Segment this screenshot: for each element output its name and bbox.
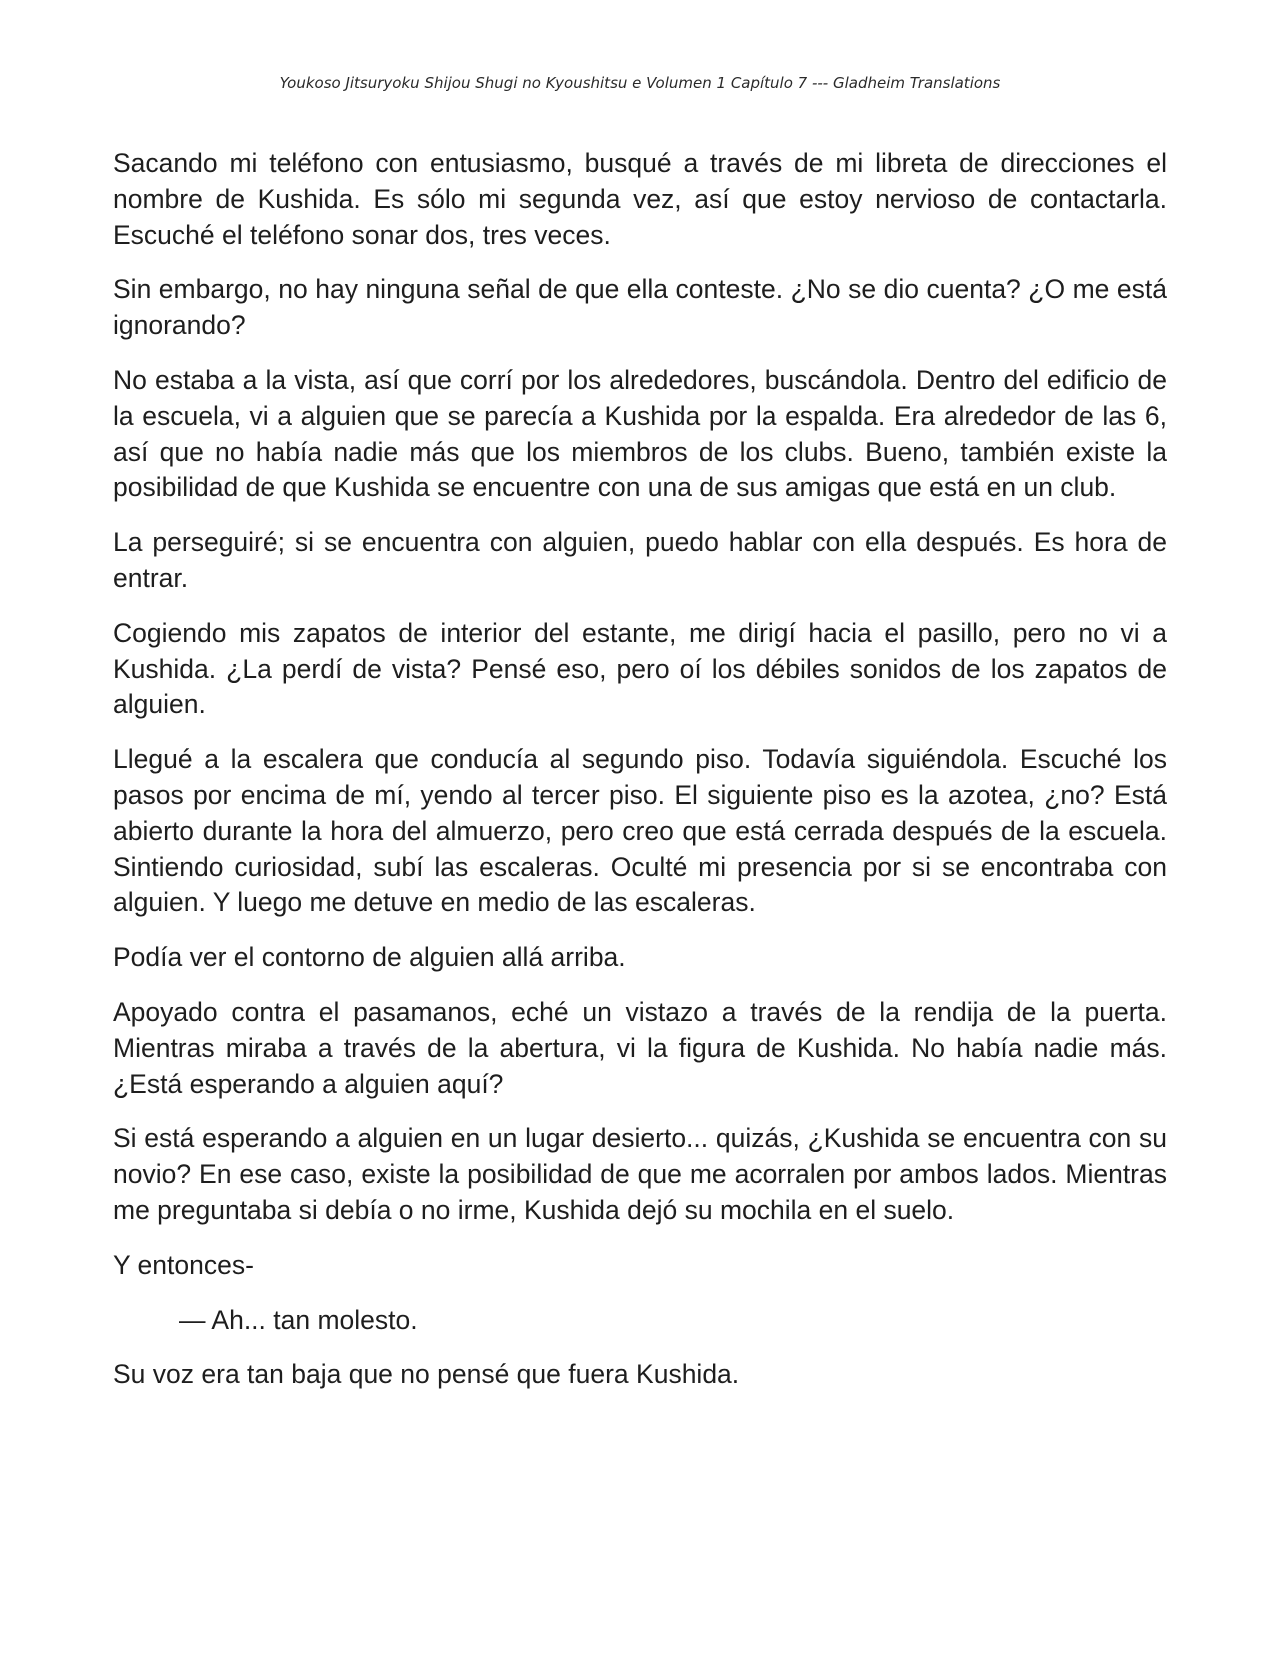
paragraph-1: Sacando mi teléfono con entusiasmo, busqué a través de mi libreta de direcciones el nombre de Kushida. Es sólo mi segunda vez, así que estoy nervioso de contactarla. Escuché el teléfono sonar dos, tres veces. xyxy=(113,148,1167,250)
paragraph-8: Apoyado contra el pasamanos, eché un vistazo a través de la rendija de la puerta. Mientras miraba a través de la abertura, vi la figura de Kushida. No había nadie más. ¿Está esperando a alguien aquí? xyxy=(113,996,1167,1099)
paragraph-9: Si está esperando a alguien en un lugar desierto... quizás, ¿Kushida se encuentra con su novio? En ese caso, existe la posibilidad de que me acorralen por ambos lados. Mientras me preguntaba si debía o no irme, Kushida dejó su mochila en el suelo. xyxy=(113,1123,1167,1225)
paragraph-5: Cogiendo mis zapatos de interior del estante, me dirigí hacia el pasillo, pero no vi a Kushida. ¿La perdí de vista? Pensé eso, pero oí los débiles sonidos de los zapatos de alguien. xyxy=(113,617,1167,720)
paragraph-4: La perseguiré; si se encuentra con alguien, puedo hablar con ella después. Es hora de entrar. xyxy=(113,527,1167,593)
paragraph-12: Su voz era tan baja que no pensé que fuera Kushida. xyxy=(113,1359,740,1390)
dialogue-line: — Ah... tan molesto. xyxy=(179,1304,418,1335)
paragraph-3: No estaba a la vista, así que corrí por los alrededores, buscándola. Dentro del edificio de la escuela, vi a alguien que se parecía a Kushida por la espalda. Era alrededor de las 6, así que no había nadie más que los miembros de los clubs. Bueno, también existe la posibilidad de que Kushida se encuentre con una de sus amigas que está en un club. xyxy=(113,364,1167,503)
running-header: Youkoso Jitsuryoku Shijou Shugi no Kyoushitsu e Volumen 1 Capítulo 7 --- Gladheim Translations xyxy=(279,74,1001,92)
paragraph-7: Podía ver el contorno de alguien allá arriba. xyxy=(113,942,626,973)
paragraph-6: Llegué a la escalera que conducía al segundo piso. Todavía siguiéndola. Escuché los pasos por encima de mí, yendo al tercer piso. El siguiente piso es la azotea, ¿no? Está abierto durante la hora del almuerzo, pero creo que está cerrada después de la escuela. Sintiendo curiosidad, subí las escaleras. Oculté mi presencia por si se encontraba con alguien. Y luego me detuve en medio de las escaleras. xyxy=(113,744,1167,918)
paragraph-10: Y entonces- xyxy=(113,1249,254,1280)
paragraph-2: Sin embargo, no hay ninguna señal de que ella conteste. ¿No se dio cuenta? ¿O me está ignorando? xyxy=(113,274,1167,341)
chapter-body xyxy=(113,146,1167,1412)
